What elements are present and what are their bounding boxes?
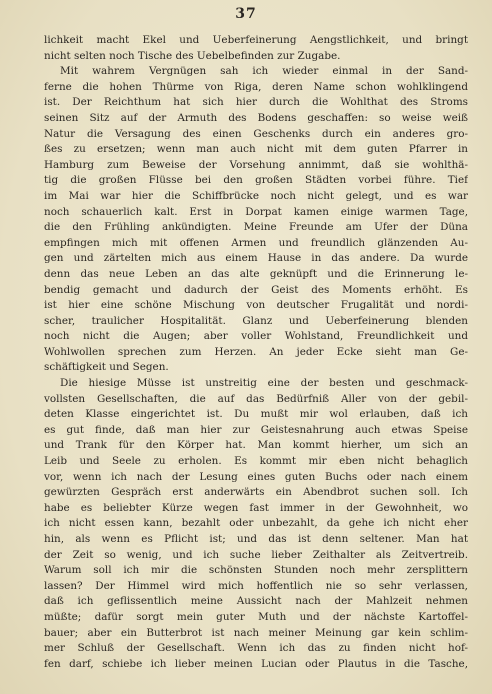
text-line: lassen? Der Himmel wird mich hoffentlich nie so sehr verlassen, xyxy=(44,579,468,592)
text-line: tig die großen Flüsse bei den großen Städten vorbei führe. Tief xyxy=(44,174,468,187)
text-line: es gut finde, daß man hier zur Geistesnahrung auch etwas Speise xyxy=(44,423,468,436)
text-line: Wohlwollen sprechen zum Herzen. An jeder Ecke sieht man Ge- xyxy=(44,345,468,358)
text-line: der Zeit so wenig, und ich suche lieber Zeithalter als Zeitvertreib. xyxy=(44,548,468,561)
text-line: ich nicht essen kann, bezahlt oder unbezahlt, da gehe ich nicht eher xyxy=(44,517,468,530)
text-line: daß ich geflissentlich meine Aussicht nach der Mahlzeit nehmen xyxy=(44,595,468,608)
text-line: denn das neue Leben an das alte geknüpft und die Erinnerung le- xyxy=(44,267,468,280)
text-line: empfingen mich mit offenen Armen und freundlich glänzenden Au- xyxy=(44,236,468,249)
text-line: gen und zärtelten mich aus einem Hause in das andere. Da wurde xyxy=(44,252,468,265)
text-line: im Mai war hier die Schiffbrücke noch nicht gelegt, und es war xyxy=(44,189,468,202)
text-line: Mit wahrem Vergnügen sah ich wieder einmal in der Sand- xyxy=(60,65,468,78)
text-line: Warum soll ich mir die schönsten Stunden noch mehr zersplittern xyxy=(44,564,468,577)
text-line: vollsten Gesellschaften, die auf das Bedürfniß Aller von der gebil- xyxy=(44,392,468,405)
text-line: die den Frühling ankündigten. Meine Freunde am Ufer der Düna xyxy=(44,221,468,234)
text-line: ist hier eine schöne Mischung von deutscher Frugalität und nordi- xyxy=(44,299,468,312)
text-line: hin, als wenn es Pflicht ist; und das ist denn seltener. Man hat xyxy=(44,533,468,545)
text-line: müßte; dafür sorgt mein guter Muth und der nächste Kartoffel- xyxy=(44,610,468,623)
text-line: habe es beliebter Kürze wegen fast immer in der Gewohnheit, wo xyxy=(44,501,468,514)
text-line: schäftigkeit und Segen. xyxy=(44,361,169,374)
text-line: scher, traulicher Hospitalität. Glanz und Ueberfeinerung blenden xyxy=(44,314,468,327)
text-line: seinen Sitz auf der Armuth des Bodens geschaffen: so weise weiß xyxy=(44,111,468,124)
text-line: bauer; aber ein Butterbrot ist nach meiner Meinung gar kein schlim- xyxy=(44,626,468,639)
text-line: nicht selten noch Tische des Uebelbefinden zur Zugabe. xyxy=(44,49,341,62)
text-line: vor, wenn ich nach der Lesung eines guten Buchs oder nach einem xyxy=(44,470,468,483)
text-line: fen darf, schiebe ich lieber meinen Lucian oder Plautus in die Tasche, xyxy=(44,657,468,670)
text-line: Hamburg zum Beweise der Vorsehung annimmt, daß sie wohlthä- xyxy=(44,158,468,171)
body-text xyxy=(44,33,468,672)
page-number: 37 xyxy=(235,6,257,22)
text-line: ist. Der Reichthum hat sich hier durch die Wohlthat des Stroms xyxy=(44,96,468,109)
text-line: noch nicht die Augen; aber voller Wohlstand, Freundlichkeit und xyxy=(44,330,468,343)
text-line: Natur die Versagung des einen Geschenks durch ein anderes gro- xyxy=(44,127,468,140)
text-line: ßes zu ersetzen; wenn man auch nicht mit dem guten Pfarrer in xyxy=(44,143,468,156)
text-line: ferne die hohen Thürme von Riga, deren Name schon wohlklingend xyxy=(44,80,468,93)
text-line: mer Schluß der Gesellschaft. Wenn ich das zu finden nicht hof- xyxy=(44,642,468,655)
text-line: Die hiesige Müsse ist unstreitig eine der besten und geschmack- xyxy=(60,377,468,390)
text-line: Leib und Seele zu erholen. Es kommt mir eben nicht behaglich xyxy=(44,455,468,468)
text-line: und Trank für den Körper hat. Man kommt hierher, um sich an xyxy=(44,439,468,452)
text-line: noch schauerlich kalt. Erst in Dorpat kamen einige warmen Tage, xyxy=(44,205,468,218)
text-line: lichkeit macht Ekel und Ueberfeinerung Aengstlichkeit, und bringt xyxy=(44,34,468,46)
text-line: bendig gemacht und dadurch der Geist des Moments erhöht. Es xyxy=(44,283,468,296)
text-line: deten Klasse eingerichtet ist. Du mußt mir wol erlauben, daß ich xyxy=(44,408,468,421)
text-line: gewürzten Gespräch erst anderwärts ein Abendbrot suchen soll. Ich xyxy=(44,486,468,499)
